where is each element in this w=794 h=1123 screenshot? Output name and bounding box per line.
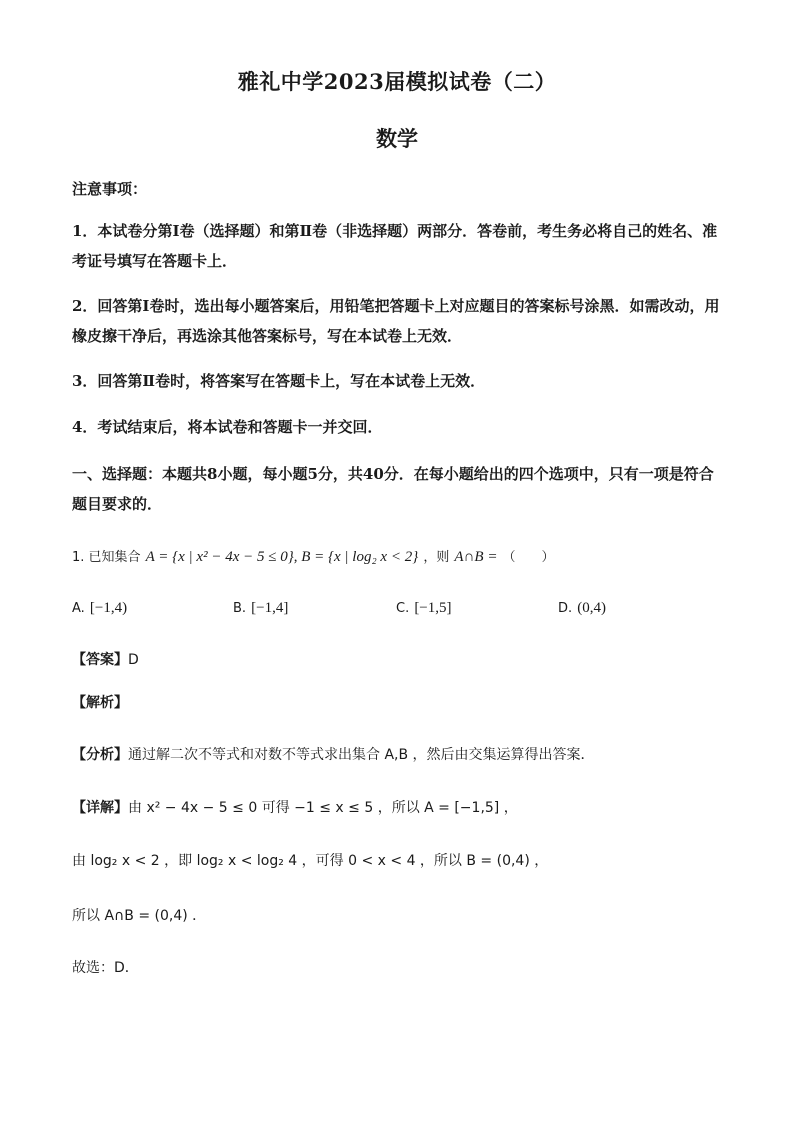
note-item-4: 4．考试结束后，将本试卷和答题卡一并交回．	[72, 418, 383, 436]
fenxi-line	[72, 744, 595, 764]
option-b-value: [−1,4]	[251, 600, 289, 616]
answer-tag: 【答案】	[72, 652, 128, 668]
note-item-3: 3．回答第Ⅱ卷时，将答案写在答题卡上，写在本试卷上无效．	[72, 372, 486, 390]
conclusion-text: 故选：D．	[72, 960, 139, 976]
answer-line	[72, 649, 139, 669]
analysis-tag: 【解析】	[72, 695, 128, 711]
answer-value: D	[128, 652, 139, 668]
notes-heading: 注意事项：	[72, 180, 148, 198]
option-c: C. [−1,5]	[396, 600, 452, 616]
detail-text-3: 所以 A∩B = (0,4) ．	[72, 908, 207, 924]
subject-title: 数学	[376, 126, 418, 151]
section-heading: 一、选择题：本题共8小题，每小题5分，共40分．在每小题给出的四个选项中，只有一项是符合题目要求的．	[72, 465, 714, 513]
exam-title: 雅礼中学2023届模拟试卷（二）	[237, 69, 557, 94]
question-prefix: 1. 已知集合	[72, 550, 141, 565]
question-1: 1. 已知集合 A = {x | x² − 4x − 5 ≤ 0}, B = {x | log₂ x < 2} ，则 A∩B = （ ）	[72, 549, 555, 565]
option-a-value: [−1,4)	[89, 600, 128, 616]
detail-line-1	[72, 797, 518, 817]
answer-blank: （ ）	[502, 550, 555, 565]
question-suffix: ，则	[423, 550, 450, 565]
fenxi-tag: 【分析】	[72, 747, 128, 763]
option-d: D. (0,4)	[558, 600, 606, 616]
detail-text-2: 由 log₂ x < 2 ，即 log₂ x < log₂ 4 ，可得 0 < x < 4 ，所以 B = (0,4) ，	[72, 853, 549, 869]
option-c-value: [−1,5]	[414, 600, 452, 616]
detail-line-3	[72, 905, 206, 925]
detail-line-2	[72, 850, 548, 870]
note-item-1: 1．本试卷分第Ⅰ卷（选择题）和第Ⅱ卷（非选择题）两部分．答卷前，考生务必将自己的姓名、准考证号填写在答题卡上．	[72, 222, 718, 270]
set-b-expression: B = {x | log₂ x < 2}	[301, 549, 419, 565]
option-b: B. [−1,4]	[233, 600, 289, 616]
analysis-line	[72, 692, 128, 712]
conclusion-line	[72, 957, 139, 977]
option-a: A. [−1,4)	[72, 600, 128, 616]
question-ask: A∩B =	[454, 549, 498, 565]
fenxi-text: 通过解二次不等式和对数不等式求出集合 A,B ，然后由交集运算得出答案．	[128, 747, 595, 763]
note-item-2: 2．回答第Ⅰ卷时，选出每小题答案后，用铅笔把答题卡上对应题目的答案标号涂黑．如需改动，用橡皮擦干净后，再选涂其他答案标号，写在本试卷上无效．	[72, 297, 720, 345]
set-a-expression: A = {x | x² − 4x − 5 ≤ 0}	[145, 549, 294, 565]
detail-tag: 【详解】	[72, 800, 128, 816]
option-d-value: (0,4)	[577, 600, 606, 616]
detail-text-1: 由 x² − 4x − 5 ≤ 0 可得 −1 ≤ x ≤ 5 ，所以 A = [−1,5] ，	[128, 800, 518, 816]
